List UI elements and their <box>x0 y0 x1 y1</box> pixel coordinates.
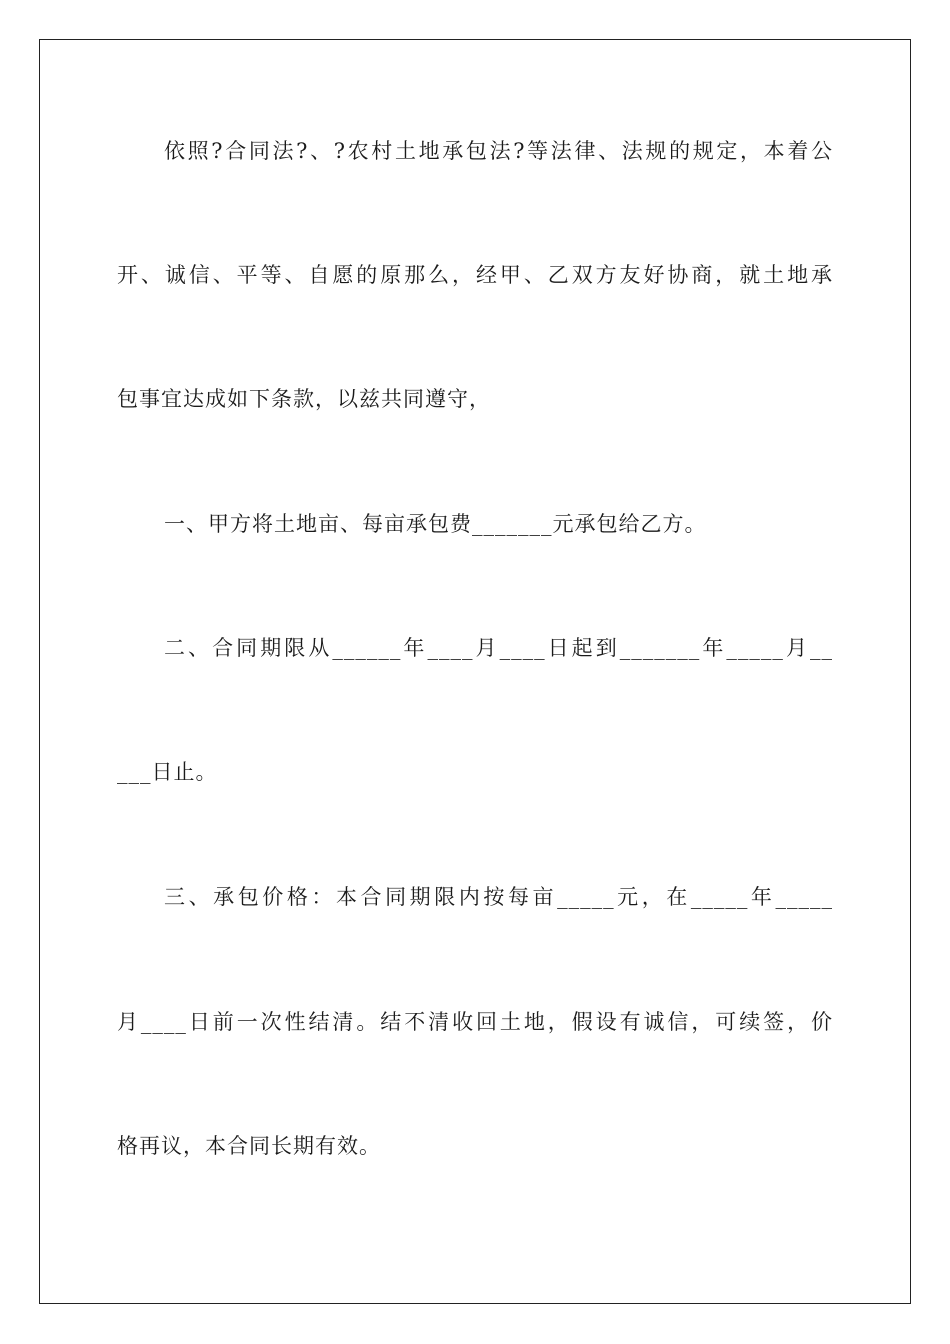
paragraph-intro-line-1: 依照?合同法?、?农村土地承包法?等法律、法规的规定，本着公 <box>164 139 833 163</box>
clause-2-line-2: ___日止。 <box>117 760 218 784</box>
paragraph-intro-line-2: 开、诚信、平等、自愿的原那么，经甲、乙双方友好协商，就土地承 <box>117 263 833 287</box>
paragraph-intro-line-3: 包事宜达成如下条款，以兹共同遵守， <box>117 387 491 411</box>
clause-2-line-1: 二、合同期限从______年____月____日起到_______年_____月__ <box>164 636 833 660</box>
clause-3-line-1: 三、承包价格：本合同期限内按每亩_____元，在_____年_____ <box>164 885 833 909</box>
clause-1-line: 一、甲方将土地亩、每亩承包费_______元承包给乙方。 <box>164 512 707 536</box>
clause-3-line-2: 月____日前一次性结清。结不清收回土地，假设有诚信，可续签，价 <box>117 1010 833 1034</box>
clause-3-line-3: 格再议，本合同长期有效。 <box>117 1134 381 1158</box>
page-border <box>39 39 911 1304</box>
